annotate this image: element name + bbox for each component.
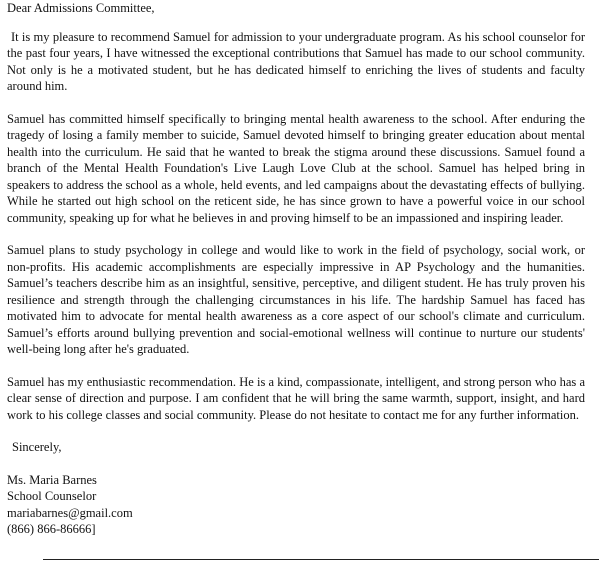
paragraph-introduction: It is my pleasure to recommend Samuel for admission to your undergraduate program. As his school counselor for the past four years, I have witnessed the exceptional contributions that Samuel has made to our school community. Not only is he a motivated student, but he has dedicated himself to enriching the lives of students and faculty around him.: [7, 29, 585, 93]
signer-name: Ms. Maria Barnes: [7, 472, 97, 487]
paragraph-mental-health: Samuel has committed himself specifically to bringing mental health awareness to the school. After enduring the tragedy of losing a family member to suicide, Samuel devoted himself to bringing greater education about mental health into the curriculum. He said that he wanted to break the stigma around these discussions. Samuel found a branch of the Mental Health Foundation's Live Laugh Love Club at the school. Samuel has helped bring in speakers to address the school as a whole, held events, and led campaigns about the devastating effects of bullying. While he started out high school on the reticent side, he has since grown to have a powerful voice in our school community, speaking up for what he believes in and proving himself to be an impassioned and inspiring leader.: [7, 111, 585, 225]
bottom-rule-divider: [43, 559, 599, 560]
salutation: Dear Admissions Committee,: [7, 1, 155, 15]
letter-body: [7, 0, 585, 538]
paragraph-academics: Samuel plans to study psychology in college and would like to work in the field of psychology, social work, or non-profits. His academic accomplishments are especially impressive in AP Psychology and the humanities. Samuel’s teachers describe him as an insightful, sensitive, perceptive, and diligent student. He has truly proven his resilience and strength through the challenging circumstances in his life. The hardship Samuel has faced has motivated him to advocate for mental health awareness as a core aspect of our school's climate and curriculum. Samuel’s efforts around bullying prevention and social-emotional wellness will continue to nurture our students' well-being long after he's graduated.: [7, 243, 585, 356]
closing: Sincerely,: [12, 440, 62, 454]
signature-block: [7, 472, 585, 538]
paragraph-recommendation: Samuel has my enthusiastic recommendation. He is a kind, compassionate, intelligent, and strong person who has a clear sense of direction and purpose. I am confident that he will bring the same warmth, support, insight, and hard work to his college classes and social community. Please do not hesitate to contact me for any further information.: [7, 374, 585, 422]
signer-phone: (866) 866-86666]: [7, 522, 96, 536]
signer-title: School Counselor: [7, 489, 97, 503]
signer-email: mariabarnes@gmail.com: [7, 505, 133, 520]
